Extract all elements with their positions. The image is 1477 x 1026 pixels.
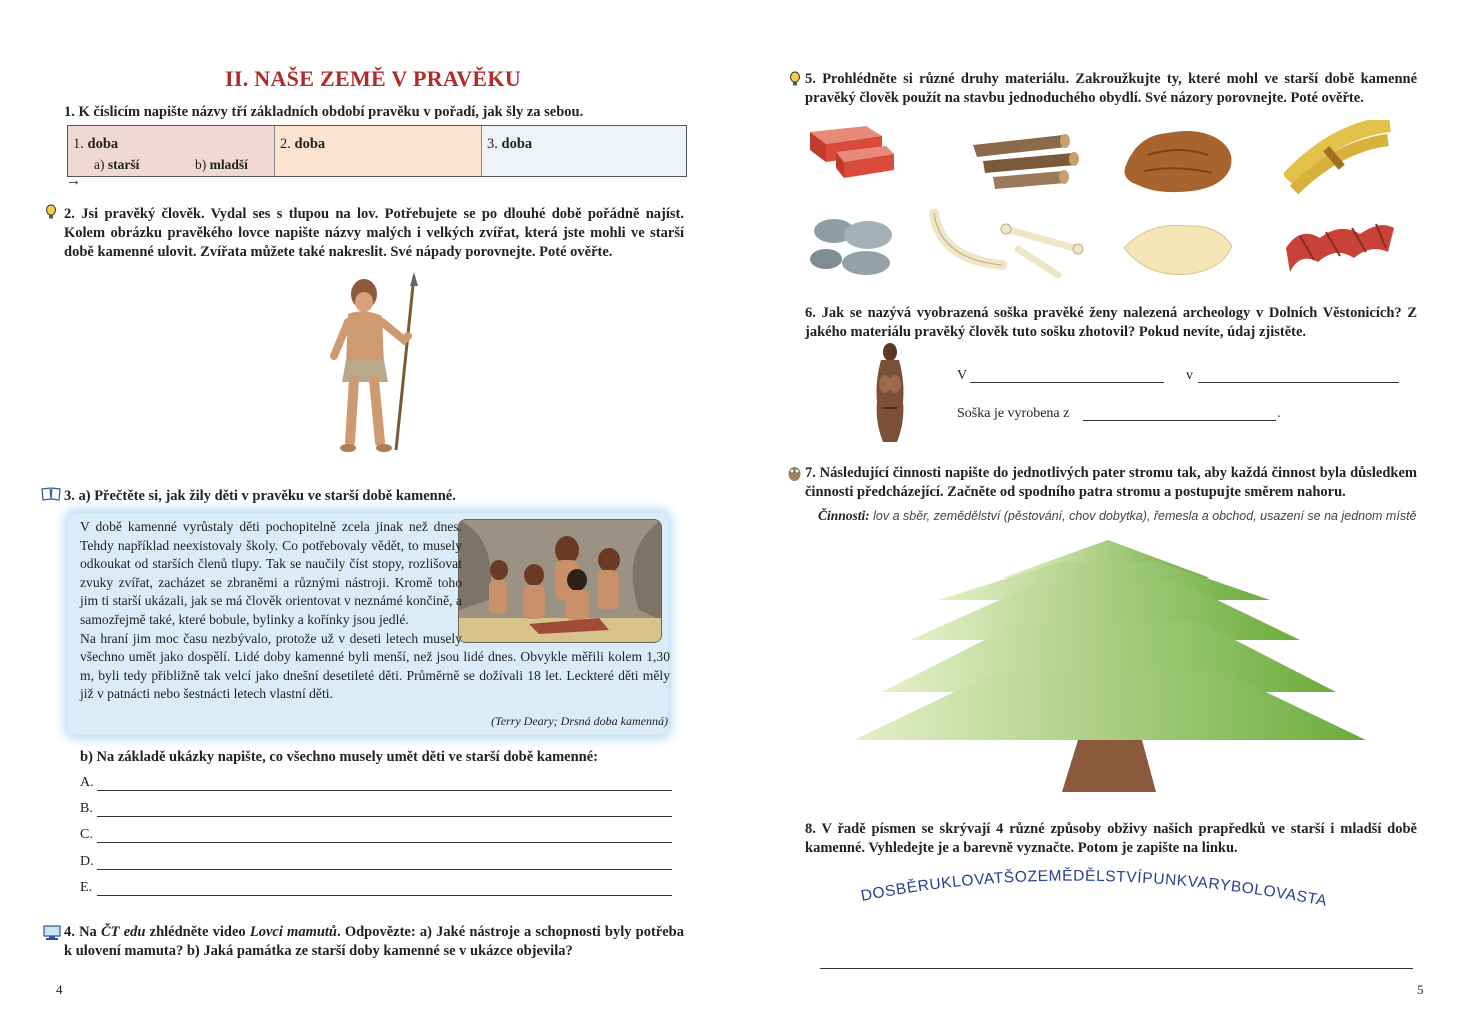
- cell-3-label: doba: [501, 136, 533, 152]
- venus-figurine-image: [865, 342, 915, 452]
- q7-number: 7.: [805, 465, 816, 481]
- roof-tiles-image[interactable]: [1280, 212, 1400, 278]
- question-5: [805, 70, 1417, 108]
- reading-citation: (Terry Deary; Drsná doba kamenná): [491, 714, 668, 728]
- question-1: [64, 103, 694, 122]
- hide-image[interactable]: [1118, 218, 1238, 280]
- answer-label-e: E.: [80, 880, 93, 895]
- q6-material-suffix: .: [1277, 406, 1281, 421]
- q4-number: 4.: [64, 924, 75, 940]
- q4-ct-edu: ČT edu: [100, 924, 146, 940]
- timeline-arrow: →: [66, 173, 81, 189]
- q3-part-b: b) Na základě ukázky napište, co všechno musely umět děti ve starší době kamenné:: [80, 749, 598, 765]
- stones-image[interactable]: [806, 211, 896, 277]
- period-cell-3[interactable]: [482, 126, 686, 176]
- q6-number: 6.: [805, 305, 816, 321]
- hunter-image: [322, 272, 432, 457]
- q7-activities: [818, 507, 1418, 525]
- reading-paragraph-1: V době kamenné vyrůstaly děti pochopitelně zcela jinak než dnes. Tehdy například neexistovaly školy. Co potřebovaly vědět, to musely odkoukat od starších členů tlupy. Tak se naučily číst stopy, rozlišovat zvuky zvířat, zacházet se zbraněmi a různými nástroji. Kromě toho jim ti starší ukázali, jak se má člověk orientovat v neznámé končině, a samozřejmě také, které bobule, bylinky a kořínky jsou jedlé.: [80, 519, 462, 627]
- straw-image[interactable]: [1284, 120, 1394, 195]
- period-cell-2[interactable]: [275, 126, 482, 176]
- question-8: [805, 820, 1417, 858]
- activities-label: Činnosti:: [818, 508, 870, 523]
- q7-text: Následující činnosti napište do jednotlivých pater stromu tak, aby každá činnost byla důsledkem činnosti předcházející. Začněte od spodního patra stromu a postupujte směrem nahoru.: [805, 465, 1417, 500]
- owl-icon: [787, 464, 802, 482]
- question-7: [805, 464, 1417, 502]
- q8-number: 8.: [805, 821, 816, 837]
- question-4: [64, 923, 684, 961]
- answer-label-d: D.: [80, 854, 94, 869]
- cell-1-sub-b-prefix: b): [195, 157, 207, 172]
- answer-label-c: C.: [80, 827, 93, 842]
- cell-1-number: 1.: [73, 136, 84, 152]
- q5-number: 5.: [805, 71, 816, 87]
- book-icon: [41, 487, 61, 501]
- activities-list: lov a sběr, zemědělství (pěstování, chov dobytka), řemesla a obchod, usazení se na jednom místě: [873, 509, 1417, 523]
- q4-video-title: Lovci mamutů: [249, 924, 338, 940]
- question-2: [64, 205, 684, 262]
- tree-diagram: [850, 540, 1380, 795]
- q1-number: 1.: [64, 104, 75, 120]
- cell-1-sub-a-prefix: a): [94, 157, 105, 172]
- q4-text-3: . Odpovězte: a) Jaké nástroje a schopnosti byly potřeba k ulovení mamuta? b) Jaká památka ze starší doby kamenné se v ukázce objevila?: [64, 924, 684, 959]
- q3-part-a: a) Přečtěte si, jak žily děti v pravěku ve starší době kamenné.: [78, 488, 456, 504]
- page-number-left: 4: [56, 982, 63, 997]
- bricks-image[interactable]: [806, 122, 896, 182]
- answer-line-c[interactable]: [97, 841, 672, 843]
- q2-number: 2.: [64, 206, 75, 222]
- answer-line-b[interactable]: [97, 815, 672, 817]
- period-cell-1[interactable]: [68, 126, 275, 176]
- question-3: [64, 487, 456, 506]
- q6-answer-line-2[interactable]: [1198, 381, 1399, 383]
- cell-1-sub-a: starší: [107, 157, 140, 172]
- q5-text: Prohlédněte si různé druhy materiálu. Zakroužkujte ty, které mohl ve starší době kamenné pravěký člověk použít na stavbu jednoduchého obydlí. Své názory porovnejte. Poté ověřte.: [805, 71, 1418, 106]
- q6-v1-label: V: [957, 368, 968, 383]
- reading-paragraph-2: Na hraní jim moc času nezbývalo, protože už v deseti letech musely všechno umět jako dospělí. Lidé doby kamenné byli menší, než jsou lidé dnes. Obvykle měřili kolem 1,30 m, byli tedy přibližně tak velcí jako dnešní desetileté děti. Průměrně se dožívali 18 let. Leckteré děti měly již v patnácti nebo šestnácti letech vlastní děti.: [80, 630, 670, 702]
- computer-icon: [43, 925, 61, 941]
- hidden-words-letters[interactable]: DOSBĚRUKLOVATŠOZEMĚDĚLSTVÍPUNKVARYBOLOVASTA: [859, 867, 1329, 911]
- q4-text-1: Na: [79, 924, 97, 940]
- bones-image[interactable]: [928, 209, 1088, 281]
- q8-text: V řadě písmen se skrývají 4 různé způsoby obživy našich prapředků ve starší i mladší době kamenné. Vyhledejte je a barevně vyznačte. Potom je zapište na linku.: [805, 821, 1417, 856]
- fur-image[interactable]: [1118, 125, 1238, 197]
- q3-number: 3.: [64, 488, 75, 504]
- answer-line-e[interactable]: [97, 894, 672, 896]
- q6-v2-label: v: [1186, 368, 1193, 383]
- page-title: II. NAŠE ZEMĚ V PRAVĚKU: [224, 66, 522, 91]
- q2-text: Jsi pravěký člověk. Vydal ses s tlupou na lov. Potřebujete se po dlouhé době pořádně najíst. Kolem obrázku pravěkého lovce napište názvy malých i velkých zvířat, která jste mohli ve starší době kamenné ulovit. Zvířata můžete také nakreslit. Své nápady porovnejte. Poté ověřte.: [64, 206, 684, 260]
- cell-1-label: doba: [87, 136, 119, 152]
- q8-answer-line[interactable]: [820, 967, 1413, 969]
- q6-answer-line-1[interactable]: [970, 381, 1164, 383]
- reading-text: [80, 518, 670, 704]
- lightbulb-icon: [788, 71, 802, 87]
- answer-line-d[interactable]: [97, 868, 672, 870]
- q6-text: Jak se nazývá vyobrazená soška pravěké ženy nalezená archeology v Dolních Věstonicích? Z jakého materiálu pravěký člověk tuto sošku zhotovil? Pokud nevíte, údaj zjistěte.: [805, 305, 1418, 340]
- cell-1-sub-b: mladší: [209, 157, 248, 172]
- page-number-right: 5: [1417, 982, 1424, 997]
- q6-material-line[interactable]: [1083, 419, 1276, 421]
- tree-trunk: [1062, 740, 1156, 792]
- q1-text: K číslicím napište názvy tří základních období pravěku v pořadí, jak šly za sebou.: [78, 104, 584, 120]
- q4-text-2: zhlédněte video: [149, 924, 246, 940]
- q6-material-prefix: Soška je vyrobena z: [957, 406, 1070, 421]
- svg-text:DOSBĚRUKLOVATŠOZEMĚDĚLSTVÍPUNK: [859, 868, 1328, 910]
- logs-image[interactable]: [963, 125, 1083, 195]
- cell-2-number: 2.: [280, 136, 291, 152]
- periods-table: [67, 125, 687, 177]
- question-6: [805, 304, 1417, 342]
- lightbulb-icon: [44, 204, 58, 220]
- answer-label-a: A.: [80, 775, 94, 790]
- answer-label-b: B.: [80, 801, 93, 816]
- cell-3-number: 3.: [487, 136, 498, 152]
- letter-arc: [850, 865, 1370, 955]
- answer-line-a[interactable]: [97, 789, 672, 791]
- cell-2-label: doba: [294, 136, 326, 152]
